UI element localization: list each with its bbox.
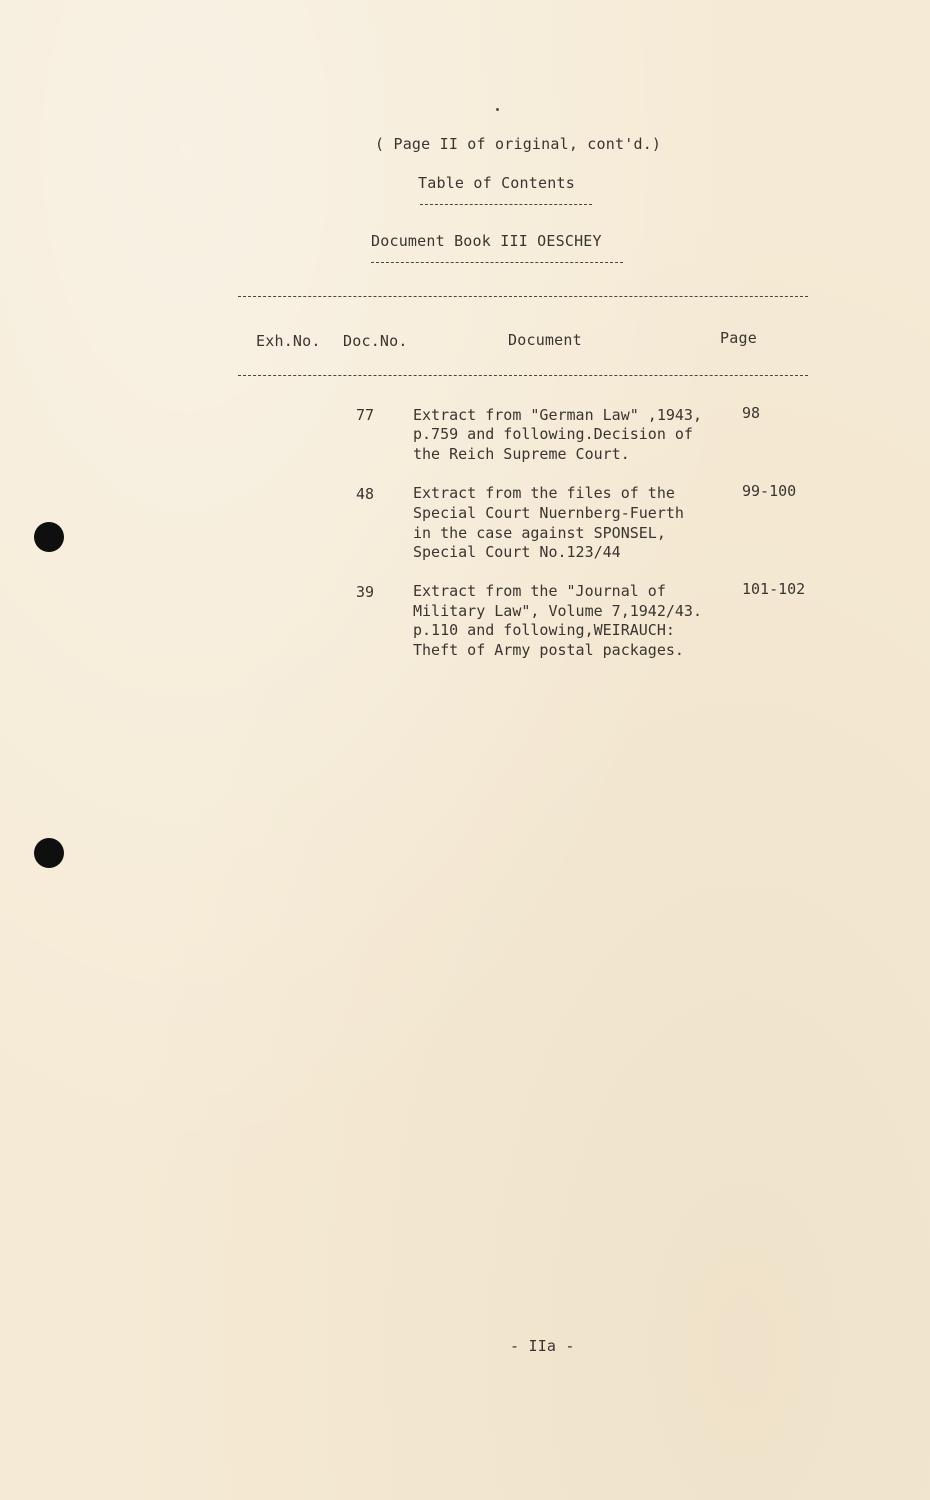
paper-speck [496, 108, 499, 111]
table-header-rule [238, 375, 808, 376]
book-underline [371, 262, 623, 263]
column-header-document: Document [508, 331, 582, 349]
entry-page-number: 98 [742, 404, 761, 422]
column-header-exh: Exh.No. [256, 332, 321, 350]
punch-hole-top [34, 522, 64, 552]
entry-doc-number: 77 [356, 406, 375, 424]
document-book-label: Document Book III OESCHEY [371, 232, 602, 250]
entry-description-line: p.759 and following.Decision of [413, 425, 693, 443]
page-title: Table of Contents [418, 174, 575, 192]
entry-description-line: the Reich Supreme Court. [413, 445, 630, 463]
entry-page-number: 101-102 [742, 580, 806, 598]
column-header-page: Page [720, 329, 757, 347]
page-subtitle: ( Page II of original, cont'd.) [375, 135, 662, 153]
entry-description-line: Extract from the files of the [413, 484, 675, 502]
entry-description-line: Special Court Nuernberg-Fuerth [413, 504, 684, 522]
entry-doc-number: 48 [356, 485, 375, 503]
entry-description-line: Military Law", Volume 7,1942/43. [413, 602, 702, 620]
entry-description-line: Extract from "German Law" ,1943, [413, 406, 702, 424]
entry-description-line: in the case against SPONSEL, [413, 524, 666, 542]
page-number-footer: - IIa - [510, 1337, 575, 1355]
entry-description-line: p.110 and following,WEIRAUCH: [413, 621, 675, 639]
entry-description-line: Special Court No.123/44 [413, 543, 621, 561]
entry-description-line: Theft of Army postal packages. [413, 641, 684, 659]
entry-page-number: 99-100 [742, 482, 797, 500]
table-top-rule [238, 296, 808, 297]
punch-hole-bottom [34, 838, 64, 868]
entry-description-line: Extract from the "Journal of [413, 582, 666, 600]
title-underline [420, 204, 592, 205]
column-header-doc: Doc.No. [343, 332, 408, 350]
entry-doc-number: 39 [356, 583, 375, 601]
